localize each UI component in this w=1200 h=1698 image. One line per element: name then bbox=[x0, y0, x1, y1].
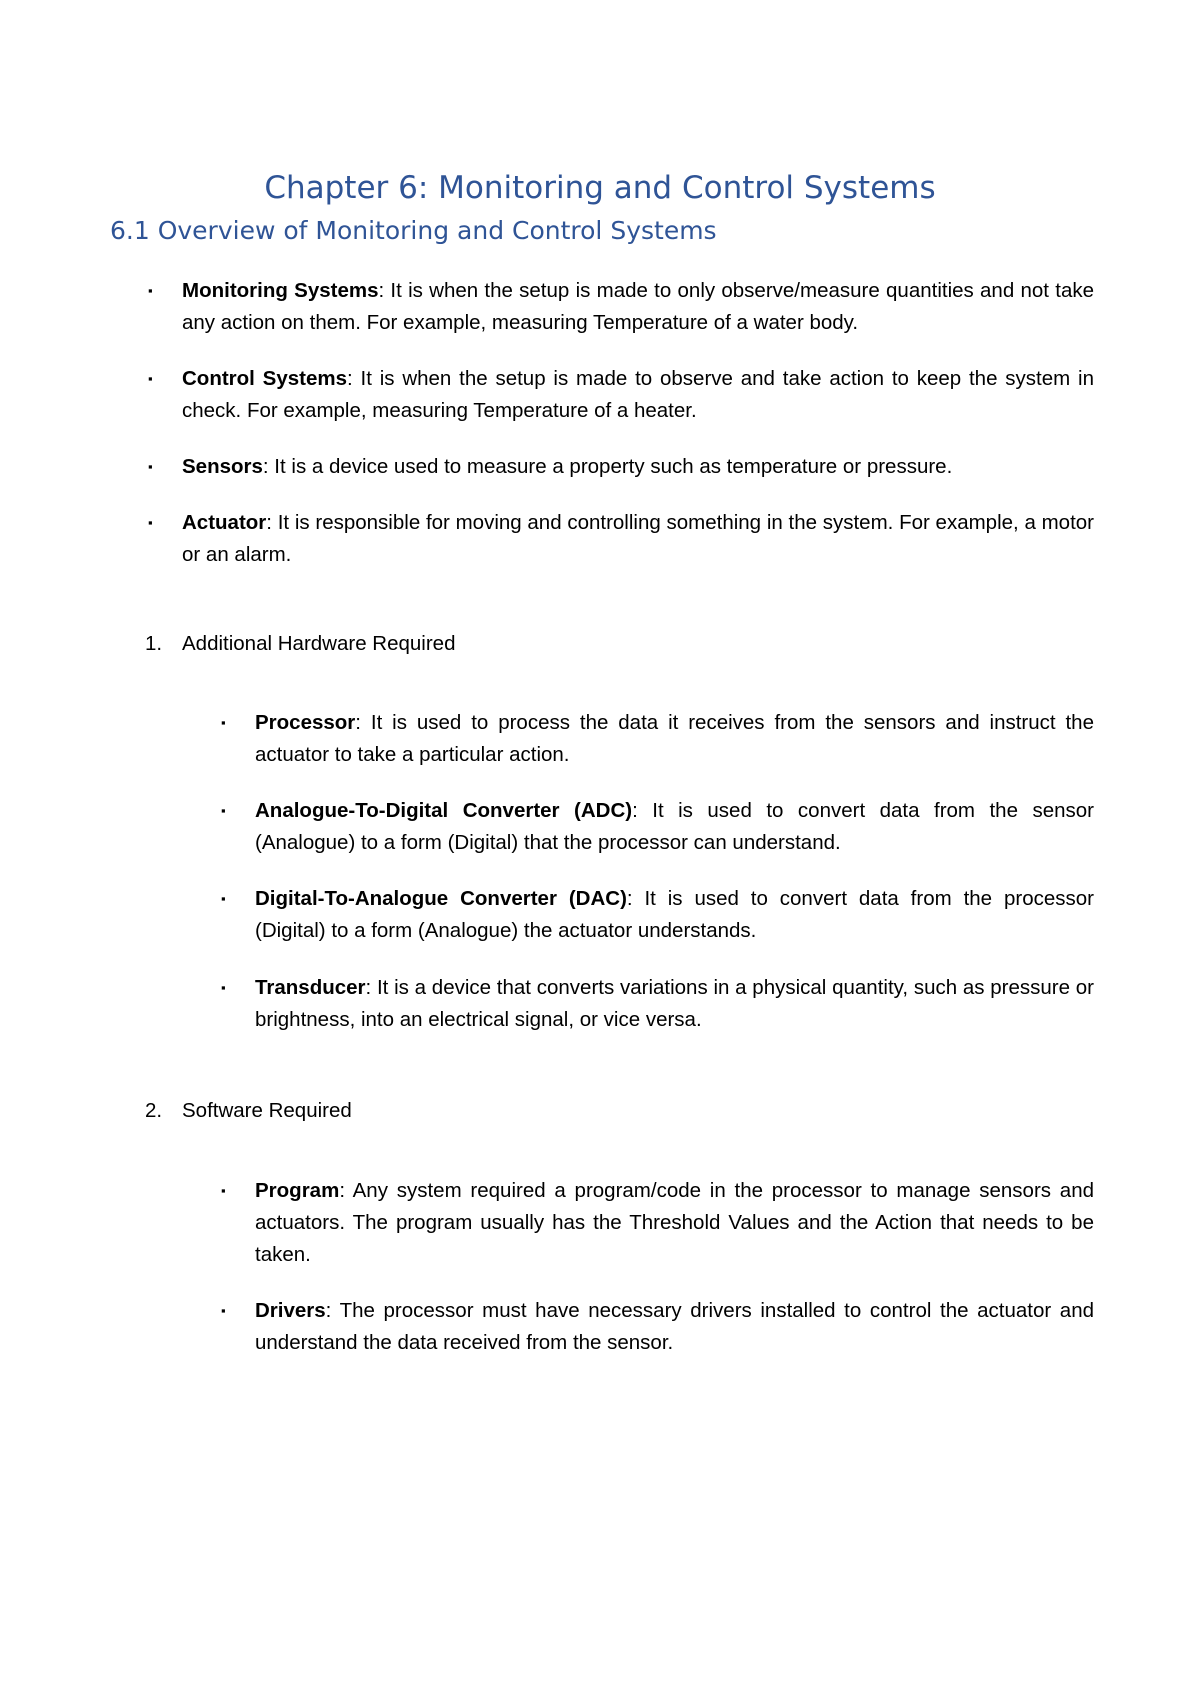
definition-term: Monitoring Systems bbox=[182, 279, 379, 302]
chapter-title: Chapter 6: Monitoring and Control Systems bbox=[264, 170, 936, 206]
hardware-term: Analogue-To-Digital Converter (ADC) bbox=[255, 799, 633, 822]
bullet-marker: ▪ bbox=[221, 1183, 226, 1198]
definition-text: : It is a device used to measure a property such as temperature or pressure. bbox=[262, 455, 953, 478]
definition-item-control-systems bbox=[148, 363, 1094, 427]
bullet-marker: ▪ bbox=[148, 515, 153, 530]
bullet-marker: ▪ bbox=[221, 715, 226, 730]
definition-item-actuator bbox=[148, 507, 1094, 571]
list-number: 1. bbox=[145, 632, 163, 655]
definition-item-monitoring-systems bbox=[148, 275, 1094, 339]
definition-text: : It is when the setup is made to only observe/measure quantities and not take any action on them. For example, measuring Temperature of a water body. bbox=[182, 279, 1094, 334]
hardware-item-transducer bbox=[221, 972, 1094, 1036]
software-text: : The processor must have necessary drivers installed to control the actuator and understand the data received from the sensor. bbox=[255, 1299, 1094, 1354]
definition-term: Sensors bbox=[182, 455, 263, 478]
software-text: : Any system required a program/code in the processor to manage sensors and actuators. The program usually has the Threshold Values and the Action that needs to be taken. bbox=[255, 1179, 1094, 1266]
software-item-drivers bbox=[221, 1295, 1094, 1359]
definition-term: Control Systems bbox=[182, 367, 348, 390]
software-heading bbox=[145, 1095, 352, 1127]
software-term: Drivers bbox=[255, 1299, 326, 1322]
definition-item-sensors bbox=[148, 451, 1094, 483]
bullet-marker: ▪ bbox=[221, 803, 226, 818]
hardware-term: Digital-To-Analogue Converter (DAC) bbox=[255, 887, 627, 910]
hardware-item-dac bbox=[221, 883, 1094, 947]
hardware-term: Processor bbox=[255, 711, 356, 734]
definition-text: : It is responsible for moving and controlling something in the system. For example, a motor or an alarm. bbox=[182, 511, 1094, 566]
software-heading-text: Software Required bbox=[182, 1099, 352, 1122]
hardware-heading bbox=[145, 628, 456, 660]
section-title: 6.1 Overview of Monitoring and Control Systems bbox=[110, 216, 717, 245]
bullet-marker: ▪ bbox=[221, 980, 226, 995]
hardware-text: : It is a device that converts variations in a physical quantity, such as pressure or brightness, into an electrical signal, or vice versa. bbox=[255, 976, 1094, 1031]
hardware-term: Transducer bbox=[255, 976, 366, 999]
bullet-marker: ▪ bbox=[148, 371, 153, 386]
software-item-program bbox=[221, 1175, 1094, 1271]
definition-text: : It is when the setup is made to observe and take action to keep the system in check. For example, measuring Temperature of a heater. bbox=[182, 367, 1094, 422]
bullet-marker: ▪ bbox=[221, 891, 226, 906]
hardware-text: : It is used to convert data from the sensor (Analogue) to a form (Digital) that the processor can understand. bbox=[255, 799, 1094, 854]
hardware-item-adc bbox=[221, 795, 1094, 859]
hardware-item-processor bbox=[221, 707, 1094, 771]
hardware-heading-text: Additional Hardware Required bbox=[182, 632, 456, 655]
definition-term: Actuator bbox=[182, 511, 267, 534]
hardware-text: : It is used to process the data it receives from the sensors and instruct the actuator to take a particular action. bbox=[255, 711, 1094, 766]
hardware-text: : It is used to convert data from the processor (Digital) to a form (Analogue) the actuator understands. bbox=[255, 887, 1094, 942]
bullet-marker: ▪ bbox=[148, 283, 153, 298]
list-number: 2. bbox=[145, 1099, 163, 1122]
bullet-marker: ▪ bbox=[221, 1303, 226, 1318]
bullet-marker: ▪ bbox=[148, 459, 153, 474]
software-term: Program bbox=[255, 1179, 340, 1202]
